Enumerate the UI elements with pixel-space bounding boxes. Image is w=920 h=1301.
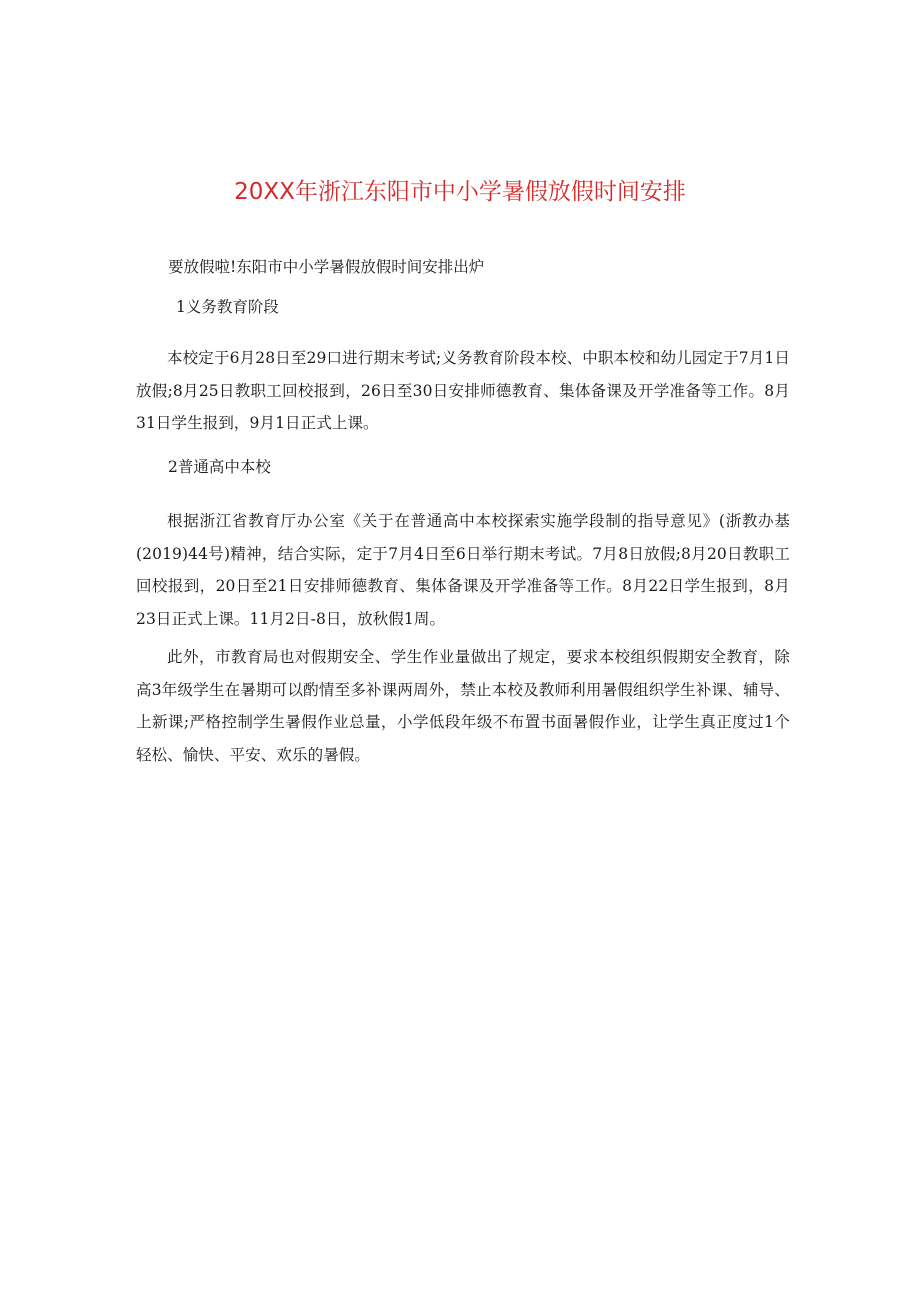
section-1-paragraph: 本校定于6月28日至29口进行期末考试;义务教育阶段本校、中职本校和幼儿园定于7月1日放假;8月25日教职工回校报到，26日至30日安排师德教育、集体备课及开学准备等工作。8月31日学生报到，9月1日正式上课。 — [136, 349, 790, 432]
intro-line: 要放假啦!东阳市中小学暑假放假时间安排出炉 — [168, 258, 485, 276]
section-1-heading: 1义务教育阶段 — [176, 298, 279, 316]
document-title: 20XX年浙江东阳市中小学暑假放假时间安排 — [234, 179, 686, 205]
section-2-paragraph: 根据浙江省教育厅办公室《关于在普通高中本校探索实施学段制的指导意见》(浙教办基(2019)44号)精神，结合实际，定于7月4日至6日举行期末考试。7月8日放假;8月20日教职工回校报到，20日至21日安排师德教育、集体备课及开学准备等工作。8月22日学生报到，8月23日正式上课。11月2日-8日，放秋假1周。 — [136, 512, 790, 628]
section-2-heading: 2普通高中本校 — [168, 458, 271, 476]
closing-paragraph: 此外，市教育局也对假期安全、学生作业量做出了规定，要求本校组织假期安全教育，除高3年级学生在暑期可以酌情至多补课两周外，禁止本校及教师利用暑假组织学生补课、辅导、上新课;严格控制学生暑假作业总量，小学低段年级不布置书面暑假作业，让学生真正度过1个轻松、愉快、平安、欢乐的暑假。 — [136, 648, 790, 764]
